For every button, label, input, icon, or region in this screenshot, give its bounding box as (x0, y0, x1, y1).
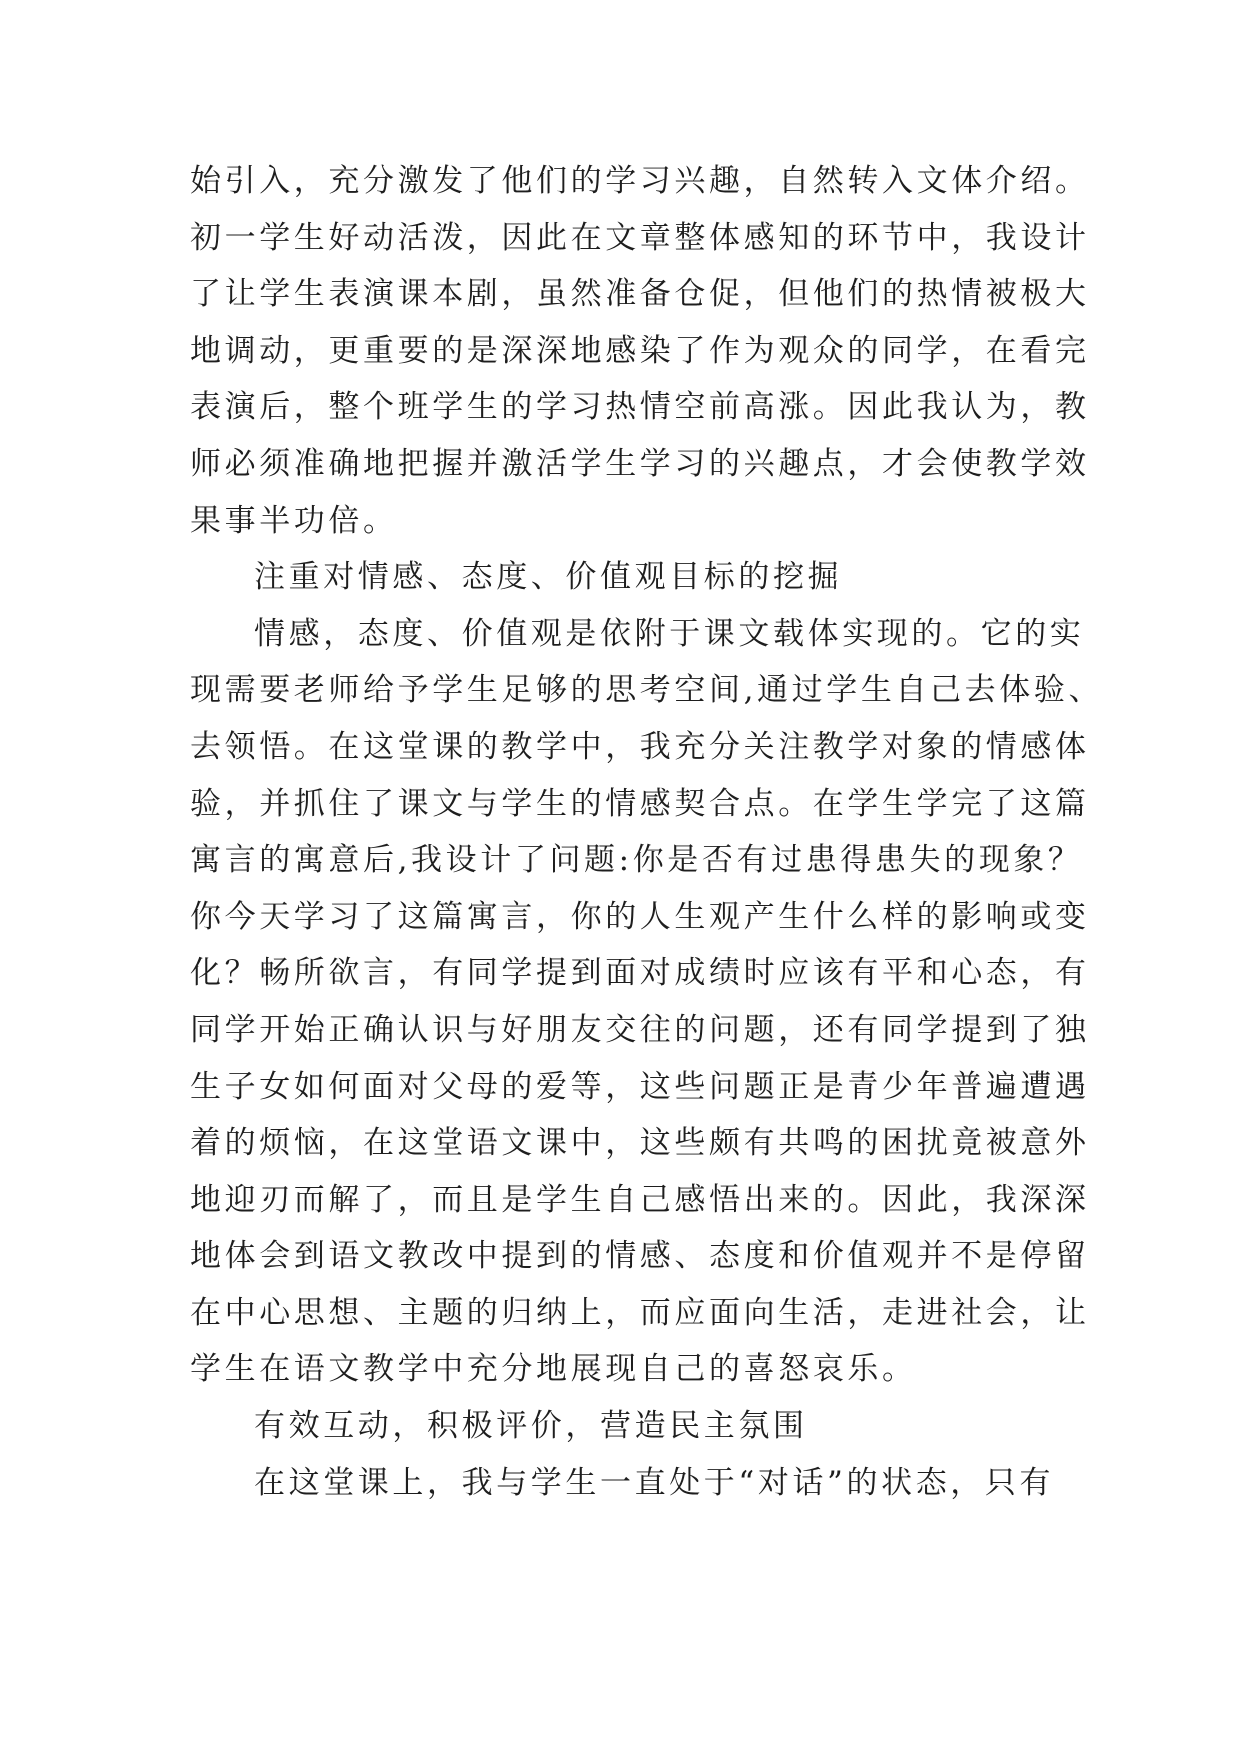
body-text (190, 153, 1104, 1511)
text-line: 着的烦恼，在这堂语文课中，这些颇有共鸣的困扰竟被意外 (190, 1125, 1090, 1162)
paragraph-first-line: 在这堂课上，我与学生一直处于“对话”的状态，只有 (254, 1464, 1055, 1501)
text-line: 地体会到语文教改中提到的情感、态度和价值观并不是停留 (190, 1238, 1090, 1275)
text-line: 地调动，更重要的是深深地感染了作为观众的同学，在看完 (190, 332, 1090, 369)
text-line: 学生在语文教学中充分地展现自己的喜怒哀乐。 (190, 1351, 917, 1388)
text-line: 你今天学习了这篇寓言，你的人生观产生什么样的影响或变 (190, 898, 1090, 935)
text-line: 初一学生好动活泼，因此在文章整体感知的环节中，我设计 (190, 219, 1090, 256)
text-line: 了让学生表演课本剧，虽然准备仓促，但他们的热情被极大 (190, 276, 1090, 313)
text-line: 现需要老师给予学生足够的思考空间,通过学生自己去体验、 (190, 672, 1104, 709)
text-line: 在中心思想、主题的归纳上，而应面向生活，走进社会，让 (190, 1294, 1090, 1331)
section-heading: 有效互动，积极评价，营造民主氛围 (254, 1408, 808, 1445)
text-line: 去领悟。在这堂课的教学中，我充分关注教学对象的情感体 (190, 728, 1090, 765)
text-line: 表演后，整个班学生的学习热情空前高涨。因此我认为，教 (190, 389, 1090, 426)
text-line: 生子女如何面对父母的爱等，这些问题正是青少年普遍遭遇 (190, 1068, 1090, 1105)
text-line: 验，并抓住了课文与学生的情感契合点。在学生学完了这篇 (190, 785, 1090, 822)
text-line: 师必须准确地把握并激活学生学习的兴趣点，才会使教学效 (190, 445, 1090, 482)
text-line: 始引入，充分激发了他们的学习兴趣，自然转入文体介绍。 (190, 163, 1090, 199)
paragraph-first-line: 情感，态度、价值观是依附于课文载体实现的。它的实 (254, 615, 1085, 652)
text-line: 寓言的寓意后,我设计了问题:你是否有过患得患失的现象？ (190, 842, 1083, 879)
section-heading: 注重对情感、态度、价值观目标的挖掘 (254, 559, 843, 596)
text-line: 化？畅所欲言，有同学提到面对成绩时应该有平和心态，有 (190, 955, 1090, 992)
text-line: 果事半功倍。 (190, 502, 398, 539)
text-line: 地迎刃而解了，而且是学生自己感悟出来的。因此，我深深 (190, 1181, 1090, 1218)
text-line: 同学开始正确认识与好朋友交往的问题，还有同学提到了独 (190, 1011, 1090, 1048)
